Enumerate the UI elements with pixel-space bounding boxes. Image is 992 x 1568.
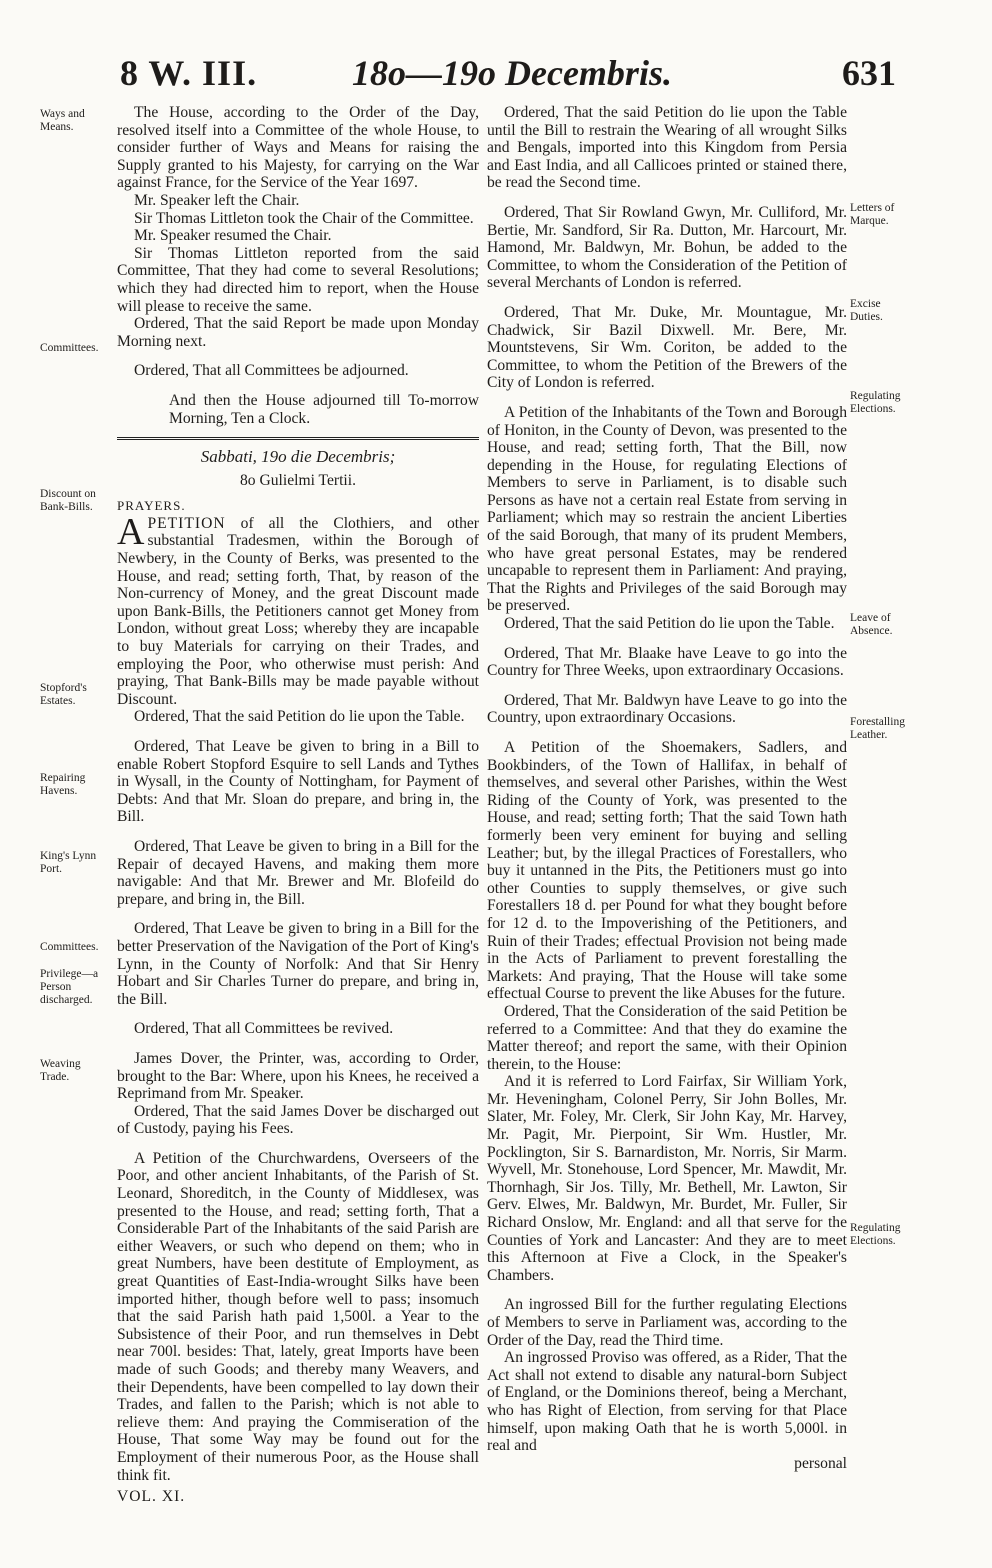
- prayers-heading: PRAYERS.: [117, 498, 186, 514]
- paragraph-hallifax-committee: Ordered, That the Consideration of the said Petition be referred to a Committee: And that they do examine the Matter thereof; and report the same, with their Opinion therein, to the House:: [487, 1002, 847, 1073]
- running-head-dates: 18o—19o Decembris.: [352, 53, 672, 93]
- drop-cap: A: [117, 510, 145, 553]
- margin-note-committees: Committees.: [40, 342, 99, 354]
- paragraph-ways-and-means: The House, according to the Order of the Day, resolved itself into a Committee of the whole House, to consider further of Ways and Means for raising the Supply granted to his Majesty, for carrying on the War against France, for the Service of the Year 1697.: [117, 104, 479, 192]
- margin-note-stopford: Stopford's Estates.: [40, 682, 87, 707]
- paragraph-house-adjourned: And then the House adjourned till To-morrow Morning, Ten a Clock.: [169, 391, 479, 427]
- paragraph-brewers-committee: Ordered, That Mr. Duke, Mr. Mountague, Mr. Chadwick, Sir Bazil Dixwell. Mr. Bere, Mr. Mountstevens, Sir Wm. Coriton, be added to the Committee, to whom the Petition of the Brewers of the City of London is referred.: [487, 303, 847, 392]
- paragraph-ingrossed-proviso: An ingrossed Proviso was offered, as a Rider, That the Act shall not extend to disable any natural-born Subject of England, or the Dominions thereof, being a Merchant, who has Right of Election, from serving for that Place himself, upon making Oath that he is worth 5,000l. in real and: [487, 1349, 847, 1455]
- paragraph-littleton-report: Sir Thomas Littleton reported from the said Committee, That they had come to several Resolutions; which they had directed him to report, when the House will please to receive the same.: [117, 244, 479, 315]
- margin-note-leave-of-absence: Leave of Absence.: [850, 612, 893, 637]
- paragraph-blaake-leave: Ordered, That Mr. Blaake have Leave to go into the Country for Three Weeks, upon extraordinary Occasions.: [487, 644, 847, 680]
- margin-note-regulating-elections: Regulating Elections.: [850, 390, 901, 415]
- right-column: [487, 104, 847, 1472]
- margin-note-weaving: Weaving Trade.: [40, 1058, 81, 1083]
- catchword: personal: [794, 1454, 847, 1472]
- margin-note-kings-lynn: King's Lynn Port.: [40, 850, 97, 875]
- paragraph-committee-members: And it is referred to Lord Fairfax, Sir William York, Mr. Heveningham, Colonel Perry, Sir John Bolles, Mr. Slater, Mr. Foley, Mr. Clerk, Sir John Kay, Mr. Harvey, Mr. Pagit, Mr. Pierpoint, Sir Wm. Hustler, Mr. Pocklington, Sir S. Barnardiston, Mr. Norris, Sir Marm. Wyvell, Mr. Stonehouse, Lord Spencer, Mr. Mawdit, Mr. Thornhagh, Sir Jos. Tilly, Mr. Bethell, Mr. Lawton, Sir Gerv. Elwes, Mr. Baldwyn, Mr. Burdet, Mr. Fuller, Sir Richard Onslow, Mr. England: and all that serve for the Counties of York and Lancaster: And they are to meet this Afternoon at Five a Clock, in the Speaker's Chambers.: [487, 1073, 847, 1284]
- paragraph-havens-bill: Ordered, That Leave be given to bring in a Bill for the Repair of decayed Havens, and making them more navigable: And that Mr. Brewer and Mr. Blofeild do prepare, and bring in, the Bill.: [117, 837, 479, 908]
- margin-note-ways-and-means: Ways and Means.: [40, 108, 85, 133]
- paragraph-stopford-bill: Ordered, That Leave be given to bring in a Bill to enable Robert Stopford Esquire to sell Lands and Tythes in Wysall, in the County of Nottingham, for Payment of Debts: And that Mr. Sloan do prepare, and bring in, the Bill.: [117, 738, 479, 826]
- paragraph-hallifax-petition: A Petition of the Shoemakers, Sadlers, and Bookbinders, of the Town of Hallifax, in behalf of themselves, and several other Parishes, within the West Riding of the County of York, was presented to the House, and read; setting forth; That the said Town hath formerly been very eminent for buying and selling Leather; but, by the illegal Practices of Forestallers, who buy it untanned in the Pits, the Petitioners must go into other Counties to supply themselves, or give such Forestallers 18 d. per Pound for what they bought before for 12 d. to the Impoverishing of the Petitioners, and Ruin of their Trades; effectual Provision not being made in the Acts of Parliament to prevent forestalling the Markets: And praying, That the House will take some effectual Course to prevent the like Abuses for the future.: [487, 739, 847, 1003]
- paragraph-baldwyn-leave: Ordered, That Mr. Baldwyn have Leave to go into the Country, upon extraordinary Occasions.: [487, 691, 847, 727]
- dateline: Sabbati, 19o die Decembris;: [200, 447, 396, 467]
- lead-word: PETITION: [147, 514, 226, 532]
- paragraph-speaker-resumed: Mr. Speaker resumed the Chair.: [134, 227, 332, 245]
- paragraph-silks-bill: Ordered, That the said Petition do lie upon the Table until the Bill to restrain the Wearing of all wrought Silks and Bengals, imported into this Kingdom from Persia and East India, and all Callicoes printed or stained there, be read the Second time.: [487, 104, 847, 192]
- volume-signature: VOL. XI.: [117, 1488, 186, 1506]
- margin-note-regulating-elections-2: Regulating Elections.: [850, 1222, 901, 1247]
- margin-note-discount: Discount on Bank-Bills.: [40, 488, 96, 513]
- margin-note-havens: Repairing Havens.: [40, 772, 86, 797]
- regnal-year: 8o Gulielmi Tertii.: [240, 471, 356, 489]
- paragraph-merchants-committee: Ordered, That Sir Rowland Gwyn, Mr. Culliford, Mr. Bertie, Mr. Sandford, Sir Ra. Dutton, Mr. Harcourt, Mr. Hamond, Mr. Baldwyn, Mr. Bohun, be added to the Committee, to whom the Consideration of the Petition of several Merchants of London is referred.: [487, 203, 847, 292]
- paragraph-newbery-petition: [117, 510, 479, 709]
- paragraph-honiton-petition: A Petition of the Inhabitants of the Town and Borough of Honiton, in the County of Devon, was presented to the House, and read; setting forth, That the Bill, now depending in the House, for regulating Elections of Members to serve in Parliament, is to disable such Persons as have not a certain real Estate from serving in Parliament; which may so restrain the ancient Liberties of the said Borough, that many of its prudent Members, who have great personal Estates, may be rendered uncapable to represent them in Parliament: And praying, That the Rights and Privileges of the said Borough may be preserved.: [487, 403, 847, 615]
- paragraph-report-monday: Ordered, That the said Report be made upon Monday Morning next.: [117, 315, 479, 350]
- paragraph-ingrossed-bill: An ingrossed Bill for the further regulating Elections of Members to serve in Parliament was, according to the Order of the Day, read the Third time.: [487, 1296, 847, 1349]
- paragraph-committees-adjourned: Ordered, That all Committees be adjourned.: [134, 362, 409, 380]
- left-column: [117, 104, 479, 1506]
- paragraph-dover-discharged: Ordered, That the said James Dover be discharged out of Custody, paying his Fees.: [117, 1102, 479, 1138]
- paragraph-kings-lynn-bill: Ordered, That Leave be given to bring in a Bill for the better Preservation of the Navigation of the Port of King's Lynn, in the County of Norfolk: And that Sir Henry Hobart and Sir Charles Turner do prepare, and bring in, the Bill.: [117, 920, 479, 1008]
- margin-note-letters-of-marque: Letters of Marque.: [850, 202, 895, 227]
- margin-note-committees-revived: Committees.: [40, 941, 99, 953]
- paragraph-honiton-table: Ordered, That the said Petition do lie upon the Table.: [504, 615, 835, 633]
- paragraph-james-dover: James Dover, the Printer, was, according to Order, brought to the Bar: Where, upon his Knees, he received a Reprimand from Mr. Speaker.: [117, 1049, 479, 1103]
- paragraph-speaker-left: Mr. Speaker left the Chair.: [134, 191, 300, 209]
- paragraph-committees-revived: Ordered, That all Committees be revived.: [134, 1020, 394, 1038]
- paragraph-shoreditch-petition: A Petition of the Churchwardens, Overseers of the Poor, and other ancient Inhabitants, of the Parish of St. Leonard, Shoreditch, in the County of Middlesex, was presented to the House, and read; setting forth, That a Considerable Part of the Inhabitants of the said Parish are either Weavers, or such who depend on them; who in great Numbers, have been destitute of Employment, as great Quantities of East-India-wrought Silks have been imported hither, though before well to pass; insomuch that the said Parish hath paid 1,500l. a Year to the Subsistence of their Poor, and run themselves in Debt near 700l. besides: That, lately, great Imports have been made of such Goods; and thereby many Weavers, and their Dependents, have been compelled to lay down their Trades, and fallen to the Parish; which is not able to relieve them: And praying the Commiseration of the House, That some Way may be found out for the Employment of their numerous Poor, as the House shall think fit.: [117, 1149, 479, 1484]
- page-number: 631: [842, 53, 896, 93]
- paragraph-littleton-chair: Sir Thomas Littleton took the Chair of the Committee.: [134, 209, 474, 227]
- paragraph-lie-upon-table: Ordered, That the said Petition do lie upon the Table.: [134, 708, 465, 726]
- running-head-regnal: 8 W. III.: [120, 53, 258, 93]
- margin-note-forestalling: Forestalling Leather.: [850, 716, 905, 741]
- margin-note-privilege: Privilege—a Person discharged.: [40, 968, 99, 1006]
- section-rule: [117, 437, 479, 440]
- petition-text: of all the Clothiers, and other substantial Tradesmen, within the Borough of Newbery, in the County of Berks, was presented to the House, and read; setting forth, That, by reason of the Non-currency of Money, and the great Discount made upon Bank-Bills, the Petitioners cannot get Money from London, without great Loss; whereby they are incapable to buy Materials for carrying on their Trades, and employing the Poor, who otherwise must perish: And praying, That Bank-Bills may be made payable without Discount.: [117, 514, 479, 708]
- margin-note-excise: Excise Duties.: [850, 298, 883, 323]
